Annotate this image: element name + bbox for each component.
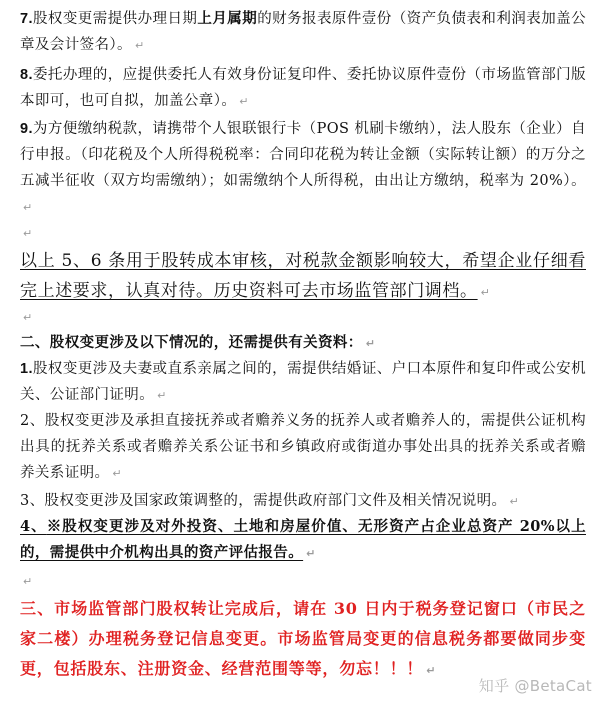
section-2-item-1-text: 股权变更涉及夫妻或直系亲属之间的，需提供结婚证、户口本原件和复印件或公安机关、公证部门证明。 [20,361,586,403]
section-2-item-1-number: 1. [20,361,33,377]
item-9-text: 为方便缴纳税款，请携带个人银联银行卡（POS 机刷卡缴纳），法人股东（企业）自行申报。（印花税及个人所得税税率：合同印花税为转让金额（实际转让额）的万分之五减半征收（双方均需缴纳）；如需缴纳个人所得税，由出让方缴纳，税率为 20%）。 [20,121,586,189]
item-9-number: 9. [20,121,33,137]
paragraph-mark-icon: ↵ [23,201,33,214]
zhihu-watermark: 知乎 @BetaCat [478,677,592,695]
item-8-number: 8. [20,67,33,83]
paragraph-mark-icon: ↵ [23,227,33,240]
item-8-text: 委托办理的，应提供委托人有效身份证复印件、委托协议原件壹份（市场监管部门版本即可，也可自拟，加盖公章）。 [20,67,586,109]
section-2-heading-text: 二、股权变更涉及以下情况的，还需提供有关资料： [20,334,363,351]
paragraph-mark-icon: ↵ [134,39,145,52]
item-7-text-pre: 股权变更需提供办理日期 [32,11,198,27]
section-2-item-2-text: 股权变更涉及承担直接抚养或者赡养义务的抚养人或者赡养人的，需提供公证机构出具的抚养关系或者赡养关系公证书和乡镇政府或街道办事处出具的抚养关系或者赡养关系证明。 [20,413,586,481]
paragraph-mark-icon: ↵ [23,575,33,588]
notice-text: 以上 5、6 条用于股转成本审核，对税款金额影响较大，希望企业仔细看完上述要求，认真对待。历史资料可去市场监管部门调档。 [20,251,586,301]
item-7-emphasis: 上月属期 [197,10,258,27]
item-7 [20,6,586,59]
empty-paragraph [20,304,586,331]
section-3-alert [20,594,586,686]
section-2-item-4-text: ※股权变更涉及对外投资、土地和房屋价值、无形资产占企业总资产 20%以上的，需提供中介机构出具的资产评估报告。 [20,518,586,561]
empty-paragraph [20,568,586,595]
section-3-alert-text: 三、市场监管部门股权转让完成后，请在 30 日内于税务登记窗口（市民之家二楼）办理税务登记信息变更。市场监管局变更的信息税务都要做同步变更，包括股东、注册资金、经营范围等等，勿忘！！！ [20,599,586,678]
section-2-item-1 [20,356,586,409]
paragraph-mark-icon: ↵ [426,664,437,677]
section-2-heading [20,330,586,357]
section-2-item-4 [20,514,586,567]
paragraph-mark-icon: ↵ [157,389,167,402]
paragraph-mark-icon: ↵ [239,95,249,108]
notice-paragraph [20,246,586,308]
paragraph-mark-icon: ↵ [509,495,520,508]
item-9 [20,116,586,221]
paragraph-mark-icon: ↵ [480,286,491,299]
paragraph-mark-icon: ↵ [23,311,33,324]
section-2-item-3 [20,488,586,515]
paragraph-mark-icon: ↵ [112,467,123,480]
section-2-item-3-number: 3、 [20,493,45,509]
paragraph-mark-icon: ↵ [365,337,376,350]
section-2-item-2-number: 2、 [20,413,45,429]
section-2-item-2 [20,408,586,487]
item-7-number: 7. [20,11,33,27]
empty-paragraph [20,220,586,247]
item-8 [20,62,586,115]
section-2-item-3-text: 股权变更涉及国家政策调整的，需提供政府部门文件及相关情况说明。 [44,493,507,509]
item-7-text-post: 的财务报表原件壹份（资产负债表和利润表加盖公章及会计签名）。 [20,11,586,53]
paragraph-mark-icon: ↵ [306,547,316,560]
section-2-item-4-number: 4、 [20,518,47,535]
